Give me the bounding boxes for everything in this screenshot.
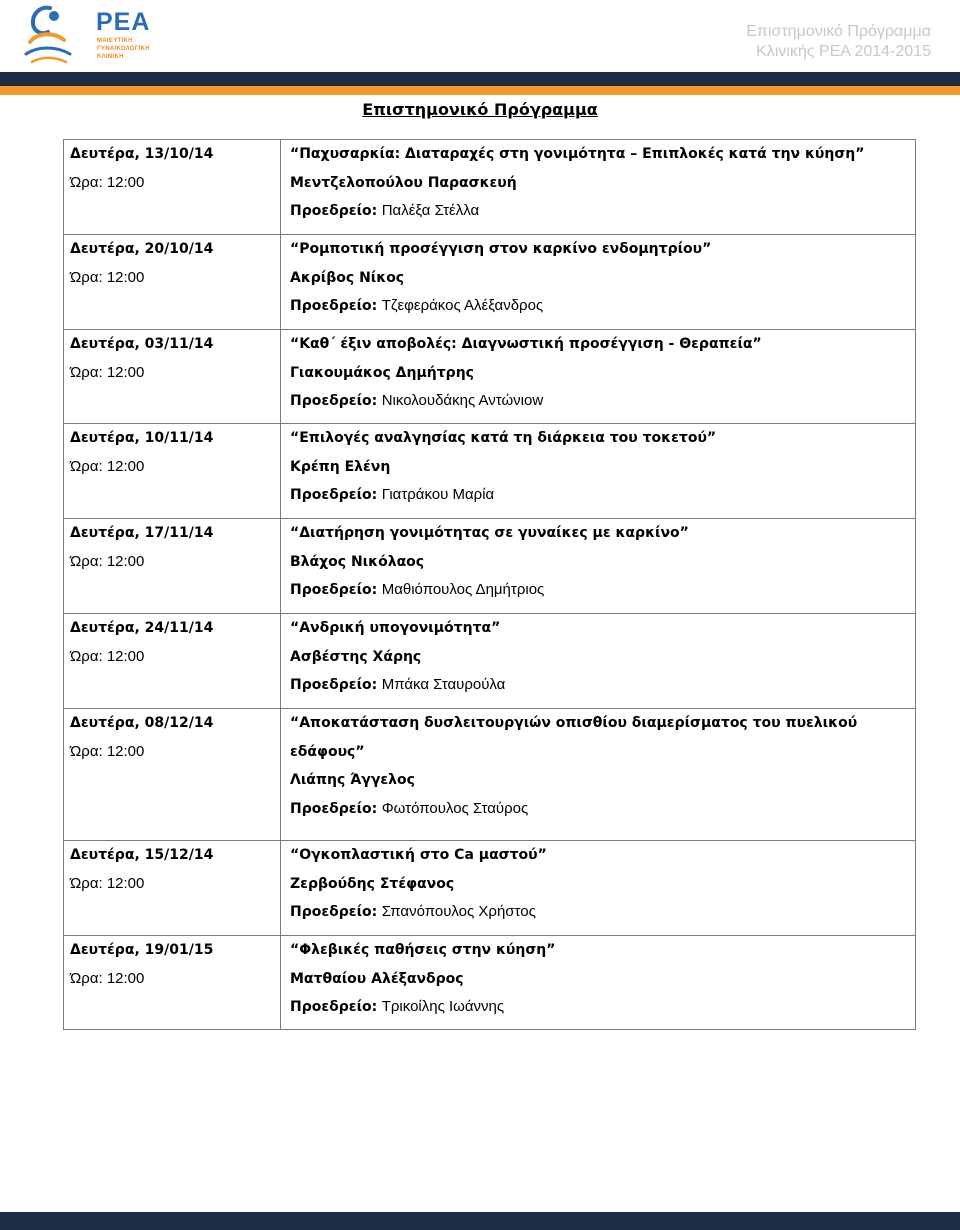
chair-name: Τρικοίλης Ιωάννης [381, 998, 505, 1015]
logo-name: ΡΕΑ [96, 8, 151, 36]
session-chair [290, 993, 909, 1022]
session-speaker: Βλάχος Νικόλαος [290, 553, 425, 570]
header-band-orange [0, 86, 960, 95]
chair-name: Φωτόπουλος Σταύρος [381, 799, 529, 817]
document-title-line: Κλινικής ΡΕΑ 2014-2015 [756, 43, 931, 60]
session-chair [290, 292, 909, 321]
session-topic: εδάφους” [290, 743, 365, 760]
session-time: Ώρα: 12:00 [70, 268, 145, 286]
session-row [64, 614, 916, 709]
header-band-dark [0, 72, 960, 86]
session-speaker: Μεντζελοπούλου Παρασκευή [290, 174, 517, 191]
session-date: Δευτέρα, 15/12/14 [70, 847, 214, 863]
session-topic: “Ρομποτική προσέγγιση στον καρκίνο ενδομητρίου” [290, 241, 712, 257]
chair-name: Παλέξα Στέλλα [381, 202, 480, 219]
session-time: Ώρα: 12:00 [70, 969, 145, 987]
session-event-cell [281, 519, 916, 614]
session-speaker: Ματθαίου Αλέξανδρος [290, 970, 464, 987]
session-event-cell [281, 614, 916, 709]
chair-label: Προεδρείο: [290, 677, 378, 693]
session-event-cell [281, 235, 916, 330]
session-speaker: Γιακουμάκος Δημήτρης [290, 364, 474, 381]
session-chair [290, 576, 909, 605]
session-date-cell [64, 235, 281, 330]
chair-label: Προεδρείο: [290, 203, 378, 219]
chair-label: Προεδρείο: [290, 800, 378, 817]
rea-logo [20, 2, 151, 68]
session-chair [290, 898, 909, 927]
rea-logo-icon [20, 2, 80, 68]
chair-name: Γιατράκου Μαρία [381, 486, 495, 503]
session-speaker: Ασβέστης Χάρης [290, 648, 422, 665]
session-date-cell [64, 614, 281, 709]
session-topic: “Ογκοπλαστική στο Ca μαστού” [290, 847, 547, 863]
session-topic: “Φλεβικές παθήσεις στην κύηση” [290, 942, 556, 958]
chair-label: Προεδρείο: [290, 999, 378, 1015]
session-event-cell [281, 936, 916, 1030]
session-event-cell [281, 140, 916, 235]
chair-label: Προεδρείο: [290, 487, 378, 503]
session-date-cell [64, 709, 281, 841]
chair-name: Νικολουδάκης Αντώνιow [381, 392, 544, 409]
document-title [746, 22, 931, 62]
chair-name: Σπανόπουλος Χρήστος [381, 903, 536, 920]
logo-subtitle-line: ΜΑΙΕΥΤΙΚΗ [97, 38, 133, 44]
chair-label: Προεδρείο: [290, 298, 378, 314]
session-event-cell [281, 330, 916, 424]
session-speaker: Λιάπης Άγγελος [290, 772, 415, 788]
page-header [0, 0, 960, 70]
logo-subtitle-line: ΓΥΝΑΙΚΟΛΟΓΙΚΗ [97, 46, 150, 52]
session-date-cell [64, 330, 281, 424]
chair-name: Μαθιόπουλος Δημήτριος [381, 581, 545, 598]
session-row [64, 424, 916, 519]
session-event-cell [281, 841, 916, 936]
session-time: Ώρα: 12:00 [70, 457, 145, 475]
session-row [64, 235, 916, 330]
chair-name: Μπάκα Σταυρούλα [381, 676, 506, 693]
document-title-line: Επιστημονικό Πρόγραμμα [746, 23, 931, 40]
session-date: Δευτέρα, 19/01/15 [70, 942, 214, 958]
session-date-cell [64, 841, 281, 936]
session-date-cell [64, 519, 281, 614]
session-topic: “Καθ΄ έξιν αποβολές: Διαγνωστική προσέγγιση - Θεραπεία” [290, 336, 762, 352]
session-row [64, 709, 916, 841]
session-row [64, 936, 916, 1030]
session-date: Δευτέρα, 17/11/14 [70, 525, 214, 541]
chair-label: Προεδρείο: [290, 904, 378, 920]
session-chair [290, 795, 909, 824]
session-topic: “Διατήρηση γονιμότητας σε γυναίκες με καρκίνο” [290, 525, 689, 541]
session-row [64, 330, 916, 424]
session-time: Ώρα: 12:00 [70, 552, 145, 570]
session-speaker: Ακρίβος Νίκος [290, 269, 405, 286]
session-chair [290, 481, 909, 510]
session-date-cell [64, 140, 281, 235]
session-speaker: Κρέπη Ελένη [290, 458, 391, 475]
chair-label: Προεδρείο: [290, 582, 378, 598]
session-event-cell [281, 709, 916, 841]
chair-label: Προεδρείο: [290, 393, 378, 409]
session-row [64, 140, 916, 235]
session-date: Δευτέρα, 24/11/14 [70, 620, 214, 636]
session-date: Δευτέρα, 13/10/14 [70, 146, 214, 162]
session-topic: “Επιλογές αναλγησίας κατά τη διάρκεια του τοκετού” [290, 430, 717, 446]
session-date-cell [64, 936, 281, 1030]
schedule-body [64, 140, 916, 1030]
schedule-table [63, 139, 916, 1030]
session-row [64, 519, 916, 614]
session-date-cell [64, 424, 281, 519]
session-event-cell [281, 424, 916, 519]
session-time: Ώρα: 12:00 [70, 874, 145, 892]
session-topic: “Παχυσαρκία: Διαταραχές στη γονιμότητα – Επιπλοκές κατά την κύηση” [290, 146, 865, 162]
session-time: Ώρα: 12:00 [70, 173, 145, 191]
session-topic: “Ανδρική υπογονιμότητα” [290, 620, 501, 636]
page-title: Επιστημονικό Πρόγραμμα [362, 100, 598, 119]
session-chair [290, 197, 909, 226]
session-time: Ώρα: 12:00 [70, 742, 145, 760]
session-row [64, 841, 916, 936]
session-date: Δευτέρα, 20/10/14 [70, 241, 214, 257]
chair-name: Τζεφεράκος Αλέξανδρος [381, 297, 544, 314]
session-speaker: Ζερβούδης Στέφανος [290, 875, 455, 892]
session-date: Δευτέρα, 08/12/14 [70, 715, 214, 731]
logo-subtitle-line: ΚΛΙΝΙΚΗ [97, 54, 124, 60]
session-topic: “Αποκατάσταση δυσλειτουργιών οπισθίου διαμερίσματος του πυελικού [290, 715, 858, 731]
footer-band [0, 1212, 960, 1230]
session-time: Ώρα: 12:00 [70, 647, 145, 665]
session-date: Δευτέρα, 10/11/14 [70, 430, 214, 446]
session-chair [290, 387, 909, 416]
session-time: Ώρα: 12:00 [70, 363, 145, 381]
session-chair [290, 671, 909, 700]
session-date: Δευτέρα, 03/11/14 [70, 336, 214, 352]
